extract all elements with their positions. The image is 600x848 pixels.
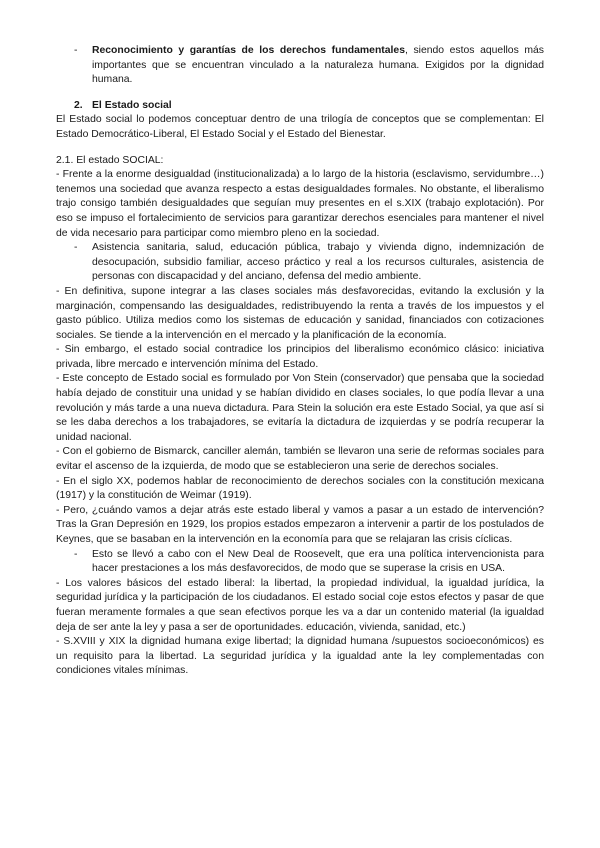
list-item-social-rights [56, 241, 544, 285]
list-item-new-deal [56, 548, 544, 577]
section-heading [56, 99, 544, 114]
list-item-text: Asistencia sanitaria, salud, educación pública, trabajo y vivienda digno, indemnización de desocupación, subsidio familiar, acceso práctico y real a los recursos culturales, asistencia de personas con discapacidad y del anciano, defensa del medio ambiente. [92, 242, 544, 283]
paragraph: - Con el gobierno de Bismarck, canciller alemán, también se llevaron una serie de reformas sociales para evitar el ascenso de la izquierda, de modo que se establecieron una serie de derechos sociales. [56, 446, 544, 473]
paragraph: - Sin embargo, el estado social contradice los principios del liberalismo económico clásico: iniciativa privada, libre mercado e intervención mínima del Estado. [56, 344, 544, 370]
list-item-continuation: , siendo estos aquellos más importantes que se encuentran vinculado a la naturaleza humana. Exigidos por la dignidad humana. [92, 45, 544, 86]
list-item-fundamental-rights [56, 44, 544, 88]
paragraph: - Pero, ¿cuándo vamos a dejar atrás este estado liberal y vamos a pasar a un estado de intervención? Tras la Gran Depresión en 1929, los propios estados empezaron a intervenir a partir de los postulados de Keynes, que se basaban en la intervención en la economía para que se relajaran las crisis cíclicas. [56, 504, 544, 545]
paragraph: - En definitiva, supone integrar a las clases sociales más desfavorecidas, evitando la exclusión y la marginación, compensando las desigualdades, redistribuyendo la renta a través de los impuestos y el gasto público. Utiliza medios como los sistemas de educación y sanidad, financiados con cotizaciones sociales. Se tiende a la intervención en el mercado y la planificación de la economía. [56, 285, 544, 341]
paragraph: - Este concepto de Estado social es formulado por Von Stein (conservador) que pensaba que la sociedad había dejado de constituir una unidad y se habían dividido en clases sociales, lo que podía llevar a una revolución y más tarde a una nueva dictadura. Para Stein la solución era este Estado Social, ya que así si se les daba derechos a los trabajadores, se evitaría la dictadura de izquierdas y se podría recuperar la unidad nacional. [56, 373, 544, 443]
section-title: El Estado social [92, 99, 172, 111]
section-number: 2. [74, 99, 83, 111]
list-item-text [92, 44, 544, 88]
section-intro: El Estado social lo podemos conceptuar dentro de una trilogía de conceptos que se complementan: El Estado Democrático-Liberal, El Estado Social y el Estado del Bienestar. [56, 114, 544, 140]
subsection-title: 2.1. El estado SOCIAL: [56, 154, 164, 166]
paragraph: - Frente a la enorme desigualdad (institucionalizada) a lo largo de la historia (esclavismo, servidumbre…) tenemos una sociedad que avanza respecto a estas desigualdades formales. No obstante, el liberalismo trajo consigo también desigualdades que seguían muy presentes en el s.XIX (trabajo explotación). Por eso se impuso el fortalecimiento de servicios para garantizar derechos esenciales para mantener el nivel de vida necesario para participar como miembro pleno en la sociedad. [56, 169, 544, 239]
paragraph: - S.XVIII y XIX la dignidad humana exige libertad; la dignidad humana /supuestos socioeconómicos) es un requisito para la libertad. La seguridad jurídica y la igualdad ante la ley complementadas con condiciones vitales mínimas. [56, 636, 544, 677]
list-item-text: Esto se llevó a cabo con el New Deal de Roosevelt, que era una política intervencionista para hacer prestaciones a los más desfavorecidos, de modo que se superase la crisis en USA. [92, 548, 544, 575]
bullet-marker: - [74, 242, 78, 254]
bullet-marker: - [74, 45, 78, 56]
paragraph: - Los valores básicos del estado liberal: la libertad, la propiedad individual, la igualdad jurídica, la seguridad jurídica y la participación de los ciudadanos. El estado social coje estos efectos y pasar de que fueran meramente formales a que sean efectivos porque les va a dar un contenido material (la igualdad deja de ser ante la ley y pasa a ser de oportunidades. educación, vivienda, sanidad, etc.) [56, 577, 544, 633]
bold-phrase: Reconocimiento y garantías de los derechos fundamentales [92, 45, 405, 56]
paragraph: - En el siglo XX, podemos hablar de reconocimiento de derechos sociales con la constitución mexicana (1917) y la constitución de Weimar (1919). [56, 475, 544, 502]
bullet-marker: - [74, 548, 78, 560]
